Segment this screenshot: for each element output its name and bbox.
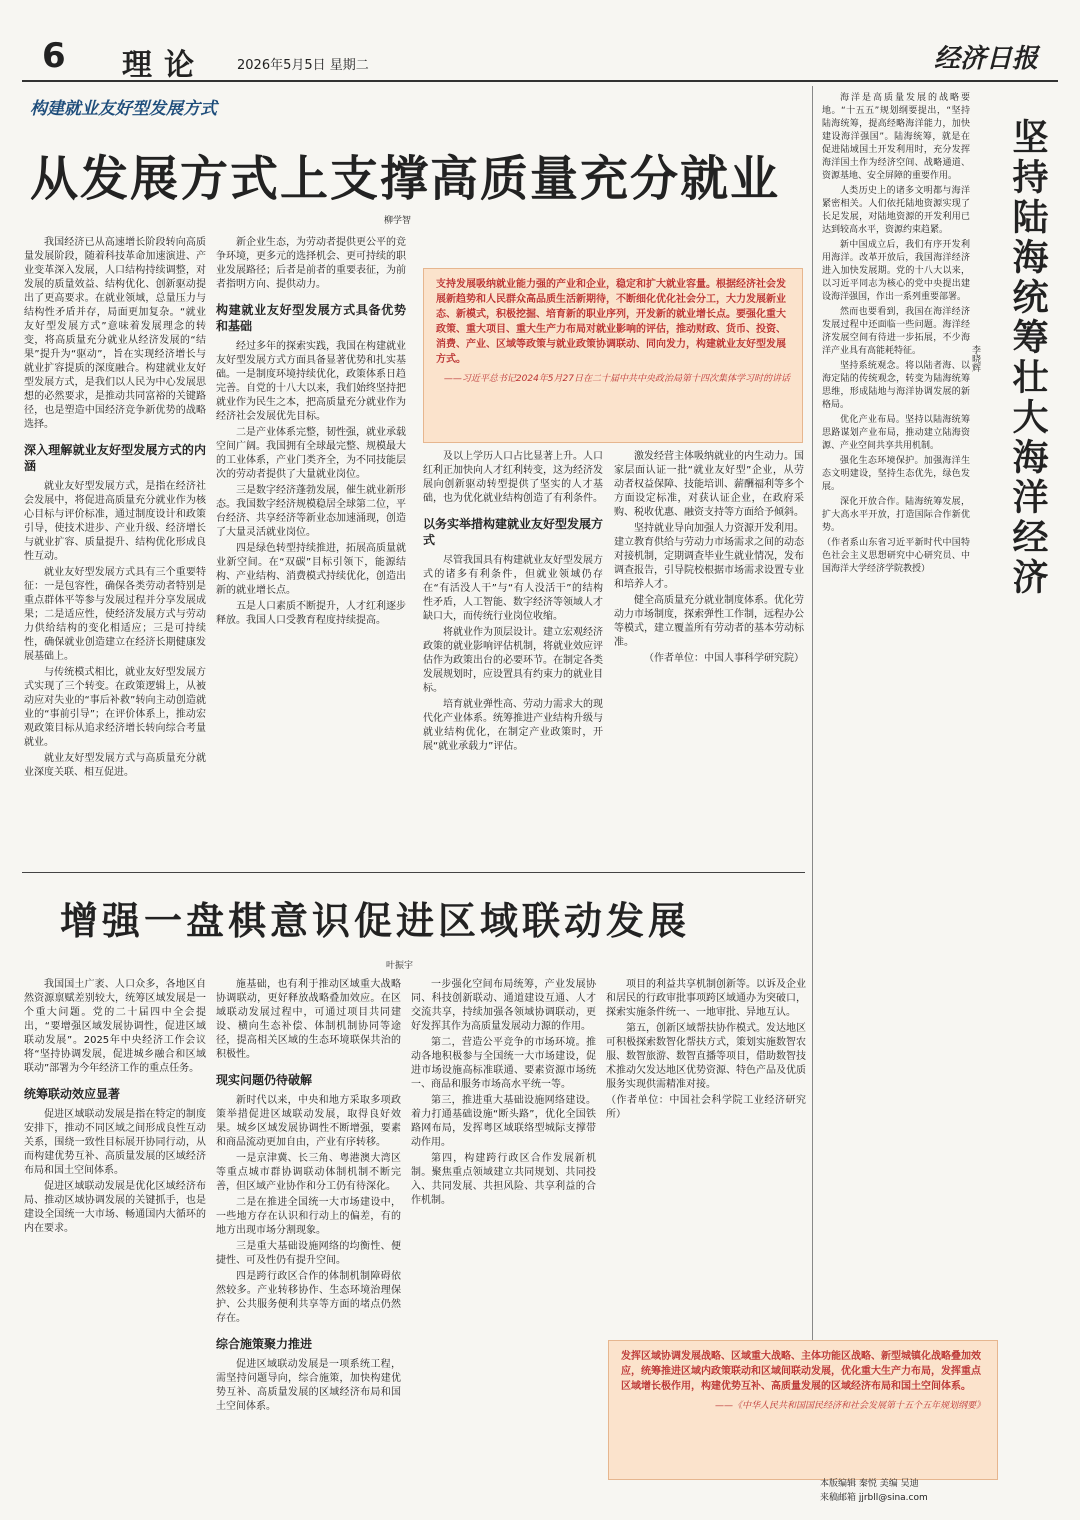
paragraph: 新企业生态，为劳动者提供更公平的竞争环境，更多元的选择机会、更可持续的职业发展路径；后者是前者的重要表征，为前者指明方向、提供动力。: [216, 237, 406, 290]
editor-credits: 本版编辑 秦悦 美编 吴迪: [820, 1479, 919, 1489]
article2-column-3: [411, 978, 596, 1470]
article2-title: 增强一盘棋意识促进区域联动发展: [60, 899, 691, 943]
subheading: 构建就业友好型发展方式具备优势和基础: [216, 303, 406, 333]
article2-quote-box: [608, 1340, 998, 1480]
paragraph: 一步强化空间布局统筹，产业发展协同、科技创新联动、通道建设互通、人才交流共享，持续加强各领域协调联动，更好发挥其作为高质量发展动力源的作用。: [411, 979, 596, 1032]
article1-column-1: [24, 236, 206, 861]
paragraph: 三是重大基础设施网络的均衡性、便捷性、可及性仍有提升空间。: [216, 1241, 401, 1266]
paragraph: 我国国土广袤、人口众多，各地区自然资源禀赋差别较大，统筹区域发展是一个重大问题。党的二十届四中全会提出，“要增强区域发展协调性，促进区域联动发展”。2025年中央经济工作会议将“坚持协调发展，促进城乡融合和区域联动”部署为今年经济工作的重点任务。: [24, 979, 206, 1074]
paragraph: 经过多年的探索实践，我国在构建就业友好型发展方式方面具备显著优势和扎实基础。一是制度环境持续优化，政策体系日趋完善。自党的十八大以来，我们始终坚持把就业作为民生之本，把高质量充分就业作为经济社会发展优先目标。: [216, 341, 406, 422]
subheading: 以务实举措构建就业友好型发展方式: [423, 517, 603, 547]
article2-byline: 叶振宇: [386, 961, 414, 971]
paragraph: 尽管我国具有构建就业友好型发展方式的诸多有利条件，但就业领域仍存在“有活没人干”与“有人没活干”的结构性矛盾，人工智能、数字经济等领域人才缺口大，而传统行业岗位收缩。: [423, 555, 603, 622]
column-divider: [812, 86, 813, 1466]
paragraph: 第三，推进重大基础设施网络建设。着力打通基础设施“断头路”，优化全国铁路网布局，发挥粤区域联络型城际支撑带动作用。: [411, 1095, 596, 1148]
paragraph: 激发经营主体吸纳就业的内生动力。国家层面认证一批“就业友好型”企业，从劳动者权益保障、技能培训、薪酬福利等多个方面设定标准，对获认证企业，在政府采购、税收优惠、融资支持等方面给予倾斜。: [614, 451, 804, 518]
article1-title: 从发展方式上支撑高质量充分就业: [30, 151, 781, 207]
article1-column-2: [216, 236, 406, 861]
article1-quote-box: [423, 268, 803, 443]
paragraph: 健全高质量充分就业制度体系。优化劳动力市场制度，探索弹性工作制，远程办公等模式，建立覆盖所有劳动者的基本劳动标准。: [614, 595, 804, 648]
paragraph: 就业友好型发展方式，是指在经济社会发展中，将促进高质量充分就业作为核心目标与评价标准，通过制度设计和政策引导，使技术进步、产业升级、经济增长与就业扩容、质量提升、结构优化形成良性互动。: [24, 481, 206, 562]
paragraph: 新中国成立后，我们有序开发利用海洋。改革开放后，我国海洋经济进入加快发展期。党的十八大以来，以习近平同志为核心的党中央提出建设海洋强国，作出一系列重要部署。: [822, 240, 970, 302]
paragraph: 第二，营造公平竞争的市场环境。推动各地积极参与全国统一大市场建设，促进市场设施高标准联通、要素资源市场统一、商品和服务市场高水平统一等。: [411, 1037, 596, 1090]
paragraph: 坚持系统观念。将以陆者海、以海定陆的传统观念，转变为陆海统筹思维，形成陆地与海洋协调发展的新格局。: [822, 361, 970, 410]
masthead: [22, 30, 1058, 82]
section-divider: [22, 872, 805, 873]
paragraph: 第四，构建跨行政区合作发展新机制。聚焦重点领域建立共同规划、共同投入、共同发展、共担风险、共享利益的合作机制。: [411, 1153, 596, 1206]
subheading: 统筹联动效应显著: [24, 1087, 121, 1101]
article1-column-3: [423, 450, 603, 861]
article2-column-1: [24, 978, 206, 1470]
paragraph: 与传统模式相比，就业友好型发展方式实现了三个转变。在政策逻辑上，从被动应对失业的“事后补救”转向主动创造就业的“事前引导”；在评价体系上，推动宏观政策目标从追求经济增长转向综合考量就业。: [24, 667, 206, 748]
paragraph: 四是绿色转型持续推进，拓展高质量就业新空间。在“双碳”目标引领下，能源结构、产业结构、消费模式持续优化，创造出新的就业增长点。: [216, 543, 406, 596]
paragraph: 促进区域联动发展是优化区域经济布局、推动区域协调发展的关键抓手，也是建设全国统一大市场、畅通国内大循环的内在要求。: [24, 1181, 206, 1234]
subheading: 深入理解就业友好型发展方式的内涵: [24, 443, 206, 473]
paragraph: 优化产业布局。坚持以陆海统筹思路谋划产业布局，推动建立陆海资源、产业空间共享共用机制。: [822, 415, 970, 451]
paragraph: 我国经济已从高速增长阶段转向高质量发展阶段，随着科技革命加速演进、产业变革深入发展，人口结构持续调整，对发展的质量效益、结构优化、创新驱动提出了更高要求。在就业领域，总量压力与结构性矛盾并存，局面更加复杂。“就业友好型发展方式”意味着发展理念的转变，将高质量充分就业从经济发展的“结果”提升为“驱动”，旨在实现经济增长与就业扩容提质的深度融合。构建就业友好型发展方式，是我们以人民为中心发展思想的必然要求，是推动共同富裕的关键路径，也是塑造中国经济竞争新优势的战略选择。: [24, 237, 206, 430]
author-note: （作者单位：中国人事科学研究院）: [644, 653, 804, 664]
author-note: （作者系山东省习近平新时代中国特色社会主义思想研究中心研究员、中国海洋大学经济学院教授）: [822, 538, 970, 574]
paragraph: 施基础，也有利于推动区域重大战略协调联动，更好释放战略叠加效应。在区域联动发展过程中，可通过项目共同建设、横向生态补偿、体制机制协同等途径，提高相关区域的生态环境联保共治的积极性。: [216, 979, 401, 1060]
paragraph: 坚持就业导向加强人力资源开发利用。建立教育供给与劳动力市场需求之间的动态对接机制，定期调查毕业生就业情况，发布调查报告，引导院校根据市场需求设置专业和培养人才。: [614, 523, 804, 590]
paragraph: 五是人口素质不断提升，人才红利逐步释放。我国人口受教育程度持续提高。: [216, 601, 406, 626]
author-note: （作者单位：中国社会科学院工业经济研究所）: [606, 1095, 806, 1120]
paragraph: 促进区域联动发展是一项系统工程，需坚持问题导向，综合施策，加快构建优势互补、高质量发展的区域经济布局和国土空间体系。: [216, 1359, 401, 1412]
section-name: 理论: [122, 48, 206, 83]
article3-byline: 李晓辉: [970, 345, 980, 372]
article1-column-4: [614, 450, 804, 861]
quote-text: 支持发展吸纳就业能力强的产业和企业，稳定和扩大就业容量。根据经济社会发展新趋势和人民群众高品质生活新期待，不断细化优化社会分工，大力发展新业态、新模式，积极挖掘、培育新的职业序列，开发新的就业增长点。要强化重大政策、重大项目、重大生产力布局对就业影响的评估，推动财政、货币、投资、消费、产业、区域等政策与就业政策协调联动、同向发力，构建就业友好型发展方式。: [436, 279, 786, 365]
paragraph: 三是数字经济蓬勃发展，催生就业新形态。我国数字经济规模稳居全球第二位，平台经济、共享经济等新业态加速涌现，创造了大量灵活就业岗位。: [216, 485, 406, 538]
quote-source: ——习近平总书记2024年5月27日在二十届中共中央政治局第十四次集体学习时的讲话: [443, 374, 790, 384]
article2-column-4: [606, 978, 806, 1333]
paragraph: 人类历史上的诸多文明都与海洋紧密相关。人们依托陆地资源实现了长足发展，对陆地资源的开发利用已达到较高水平，资源约束趋紧。: [822, 186, 970, 235]
subheading: 现实问题仍待破解: [216, 1073, 313, 1087]
paragraph: 及以上学历人口占比显著上升。人口红利正加快向人才红利转变，这为经济发展向创新驱动转型提供了坚实的人才基础，也为优化就业结构创造了有利条件。: [423, 451, 603, 504]
paragraph: 第五，创新区域帮扶协作模式。发达地区可积极探索数智化帮扶方式，策划实施数智农服、数智旅游、数智直播等项目，借助数智技术推动欠发达地区优势资源、特色产品及优质服务实现供需精准对接。: [606, 1023, 806, 1090]
paragraph: 将就业作为顶层设计。建立宏观经济政策的就业影响评估机制，将就业效应评估作为政策出台的必要环节。在制定各类发展规划时，应设置具有约束力的就业目标。: [423, 627, 603, 694]
quote-text: 发挥区域协调发展战略、区域重大战略、主体功能区战略、新型城镇化战略叠加效应，统筹推进区域内政策联动和区域间联动发展，优化重大生产力布局，发挥重点区域增长极作用，构建优势互补、高质量发展的区域经济布局和国土空间体系。: [621, 1351, 981, 1392]
article3-title: 坚持陆海统筹壮大海洋经济: [1007, 118, 1048, 598]
paragraph: 新时代以来，中央和地方采取多项政策举措促进区域联动发展，取得良好效果。城乡区域发展协调性不断增强，要素和商品流动更加自由，产业有序转移。: [216, 1095, 401, 1148]
paragraph: 一是京津冀、长三角、粤港澳大湾区等重点城市群协调联动体制机制不断完善，但区域产业协作和分工仍有待深化。: [216, 1153, 401, 1192]
article1-rubric: 构建就业友好型发展方式: [30, 99, 217, 119]
paragraph: 深化开放合作。陆海统筹发展，扩大高水平开放，打造国际合作新优势。: [822, 497, 970, 533]
quote-source: ——《中华人民共和国国民经济和社会发展第十五个五年规划纲要》: [714, 1401, 985, 1411]
paragraph: 项目的利益共享机制创新等。以诉及企业和居民的行政审批事项跨区域通办为突破口，探索实施条件统一、一地审批、异地互认。: [606, 979, 806, 1018]
paragraph: 促进区域联动发展是指在特定的制度安排下，推动不同区域之间形成良性互动关系，围绕一致性目标展开协同行动，从而构建优势互补、高质量发展的区域经济布局和国土空间体系。: [24, 1109, 206, 1176]
paragraph: 海洋是高质量发展的战略要地。“十五五”规划纲要提出，“坚持陆海统筹，提高经略海洋能力，加快建设海洋强国”。陆海统筹，就是在促进陆域国土开发利用时，充分发挥海洋国土作为经济空间、战略通道、资源基地、安全屏障的重要作用。: [822, 93, 970, 181]
page-number: 6: [42, 36, 66, 76]
submission-email: 来稿邮箱 jjrbll@sina.com: [820, 1493, 928, 1503]
paragraph: 就业友好型发展方式具有三个重要特征：一是包容性，确保各类劳动者特别是重点群体平等参与发展过程并分享发展成果；二是适应性，使经济发展方式与劳动力供给结构的变化相适应；三是可持续性，确保就业创造建立在经济长期健康发展基础上。: [24, 567, 206, 662]
article3-column: [822, 92, 970, 1462]
paragraph: 培育就业弹性高、劳动力需求大的现代化产业体系。统筹推进产业结构升级与就业结构优化，在制定产业政策时，开展“就业承载力”评估。: [423, 699, 603, 752]
newspaper-logo: 经济日报: [933, 44, 1038, 74]
paragraph: 二是产业体系完整，韧性强，就业承载空间广阔。我国拥有全球最完整、规模最大的工业体系，产业门类齐全，为不同技能层次的劳动者提供了大量就业岗位。: [216, 427, 406, 480]
paragraph: 四是跨行政区合作的体制机制障碍依然较多。产业转移协作、生态环境治理保护、公共服务便利共享等方面的堵点仍然存在。: [216, 1271, 401, 1324]
article2-column-2: [216, 978, 401, 1470]
paragraph: 强化生态环境保护。加强海洋生态文明建设，坚持生态优先，绿色发展。: [822, 456, 970, 492]
paragraph: 就业友好型发展方式与高质量充分就业深度关联、相互促进。: [24, 753, 206, 778]
paragraph: 二是在推进全国统一大市场建设中，一些地方存在认识和行动上的偏差，有的地方出现市场分割现象。: [216, 1197, 401, 1236]
subheading: 综合施策聚力推进: [216, 1337, 313, 1351]
article1-byline: 柳学智: [384, 216, 412, 226]
paragraph: 然而也要看到，我国在海洋经济发展过程中还面临一些问题。海洋经济发展空间有待进一步拓展，不少海洋产业具有高能耗特征。: [822, 307, 970, 356]
issue-date: 2026年5月5日 星期二: [237, 58, 369, 73]
